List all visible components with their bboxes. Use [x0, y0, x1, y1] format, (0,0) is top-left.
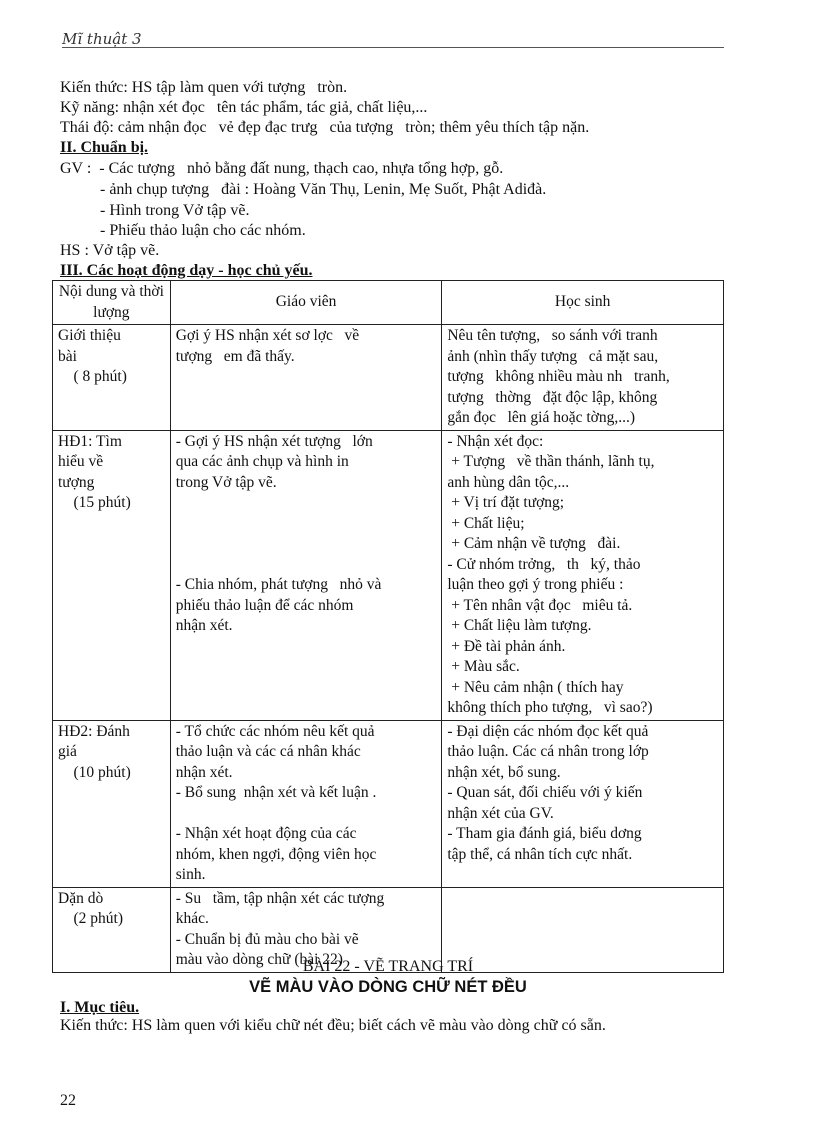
cell-text-line	[176, 555, 437, 576]
teacher-cell	[170, 720, 442, 887]
cell-text-line: tập thể, cá nhân tích cực nhất.	[447, 845, 633, 863]
cell-text-line	[176, 804, 437, 825]
table-header-row	[53, 281, 724, 325]
cell-text-line: tượng em đã thấy.	[175, 347, 295, 365]
cell-text-line: qua các ảnh chụp và hình in	[175, 453, 349, 470]
prep-line: - ảnh chụp tượng đài : Hoàng Văn Thụ, Lenin, Mẹ Suốt, Phật Adiđà.	[60, 181, 547, 198]
cell-text-line: nhận xét, bổ sung.	[447, 763, 561, 781]
cell-text-line: sinh.	[175, 866, 206, 883]
cell-text-line: Dặn dò	[58, 889, 104, 907]
lesson-name: VẼ MÀU VÀO DÒNG CHỮ NÉT ĐỀU	[249, 978, 527, 996]
content-time-cell	[53, 430, 171, 720]
cell-text-line	[176, 493, 437, 514]
prep-line: GV : - Các tượng nhỏ bằng đất nung, thạch cao, nhựa tổng hợp, gỗ.	[60, 160, 504, 177]
cell-text-line: thảo luận và các cá nhân khác	[175, 743, 361, 760]
cell-text-line: - Su tầm, tập nhận xét các tượng	[175, 889, 385, 907]
cell-text-line: - Chia nhóm, phát tượng nhỏ và	[175, 576, 382, 593]
cell-text-line: - Gợi ý HS nhận xét tượng lớn	[175, 432, 373, 450]
lesson-number: BÀI 22 - VẼ TRANG TRÍ	[302, 958, 474, 975]
table-row	[53, 430, 724, 720]
cell-text-line: giá	[58, 743, 77, 760]
cell-text-line: + Vị trí đặt tượng;	[447, 494, 565, 511]
section-prep-heading: II. Chuẩn bị.	[60, 139, 149, 156]
cell-text-line: gắn đọc lên giá hoặc tờng,...)	[447, 409, 636, 426]
cell-text-line: luận theo gợi ý trong phiếu :	[447, 576, 624, 593]
cell-text-line: nhóm, khen ngợi, động viên học	[175, 845, 377, 863]
cell-text-line: nhận xét.	[175, 763, 233, 781]
cell-text-line: - Bổ sung nhận xét và kết luận .	[175, 784, 377, 801]
objective-skill: Kỹ năng: nhận xét đọc tên tác phẩm, tác giả, chất liệu,...	[60, 99, 428, 116]
teacher-cell	[170, 325, 442, 431]
cell-text-line: bài	[58, 347, 77, 365]
cell-text-line: - Tổ chức các nhóm nêu kết quả	[175, 722, 375, 740]
lesson-objective-knowledge: Kiến thức: HS làm quen với kiểu chữ nét đều; biết cách vẽ màu vào dòng chữ có sẵn.	[60, 1017, 606, 1034]
cell-text-line: - Chuẩn bị đủ màu cho bài vẽ	[175, 930, 359, 948]
cell-text-line: thảo luận. Các cá nhân trong lớp	[447, 743, 649, 760]
cell-text-line: + Đề tài phản ánh.	[447, 637, 566, 655]
page-header-title: Mĩ thuật 3	[62, 30, 142, 48]
cell-text-line: (2 phút)	[58, 910, 124, 927]
cell-text-line: ảnh (nhìn thấy tượng cả mặt sau,	[447, 347, 659, 365]
teacher-cell	[170, 430, 442, 720]
cell-text-line: nhận xét của GV.	[447, 804, 554, 822]
prep-line: - Phiếu thảo luận cho các nhóm.	[60, 222, 306, 239]
section-activities-heading: III. Các hoạt động dạy - học chủ yếu.	[60, 262, 313, 279]
prep-line: HS : Vở tập vẽ.	[60, 242, 160, 259]
cell-text-line: + Chất liệu làm tượng.	[447, 617, 592, 634]
cell-text-line: (15 phút)	[58, 494, 131, 511]
cell-text-line: không thích pho tượng, vì sao?)	[447, 699, 653, 716]
lesson-objectives-heading: I. Mục tiêu.	[60, 999, 140, 1016]
cell-text-line: (10 phút)	[58, 763, 131, 781]
cell-text-line: - Nhận xét hoạt động của các	[175, 825, 357, 842]
cell-text-line	[176, 514, 437, 535]
header-content-time: Nội dung và thời lượng	[53, 281, 171, 325]
cell-text-line	[176, 534, 437, 555]
cell-text-line	[447, 889, 718, 910]
cell-text-line: khác.	[175, 910, 209, 927]
content-time-cell	[53, 325, 171, 431]
cell-text-line: anh hùng dân tộc,...	[447, 473, 570, 491]
cell-text-line: + Nêu cảm nhận ( thích hay	[447, 678, 624, 696]
cell-text-line: trong Vở tập vẽ.	[175, 473, 277, 491]
prep-line: - Hình trong Vở tập vẽ.	[60, 202, 250, 219]
student-cell	[442, 325, 724, 431]
cell-text-line: - Nhận xét đọc:	[447, 432, 544, 450]
cell-text-line: - Tham gia đánh giá, biểu dơng	[447, 825, 642, 842]
table-row	[53, 325, 724, 431]
cell-text-line: + Chất liệu;	[447, 514, 525, 532]
cell-text-line: Gợi ý HS nhận xét sơ lợc về	[175, 327, 360, 344]
header-rule	[62, 47, 724, 48]
content-time-cell	[53, 720, 171, 887]
cell-text-line: Giới thiệu	[58, 327, 121, 344]
cell-text-line: tượng	[58, 473, 95, 491]
cell-text-line: - Cử nhóm trởng, th ký, thảo	[447, 555, 641, 573]
cell-text-line: - Quan sát, đối chiếu với ý kiến	[447, 784, 643, 801]
student-cell	[442, 430, 724, 720]
cell-text-line: hiểu về	[58, 453, 104, 470]
cell-text-line: phiếu thảo luận để các nhóm	[175, 596, 354, 614]
cell-text-line: tượng không nhiều màu nh tranh,	[447, 368, 670, 385]
lesson-plan-table	[52, 280, 724, 973]
table-row	[53, 720, 724, 887]
cell-text-line: - Đại diện các nhóm đọc kết quả	[447, 722, 649, 740]
page-number: 22	[60, 1092, 76, 1109]
header-teacher: Giáo viên	[170, 281, 442, 325]
cell-text-line: HĐ2: Đánh	[58, 722, 130, 740]
objective-knowledge: Kiến thức: HS tập làm quen với tượng tròn.	[60, 79, 348, 96]
cell-text-line: HĐ1: Tìm	[58, 432, 122, 450]
cell-text-line: Nêu tên tượng, so sánh với tranh	[447, 327, 658, 344]
cell-text-line: + Màu sắc.	[447, 658, 520, 675]
cell-text-line: màu vào dòng chữ (bài 22)	[175, 951, 343, 968]
cell-text-line: + Tên nhân vật đọc miêu tả.	[447, 596, 633, 614]
student-cell	[442, 720, 724, 887]
cell-text-line: tượng thờng đặt độc lập, không	[447, 388, 658, 406]
cell-text-line: + Tượng về thần thánh, lãnh tụ,	[447, 453, 655, 470]
objective-attitude: Thái độ: cảm nhận đọc vẻ đẹp đạc trưg của tượng tròn; thêm yêu thích tập nặn.	[60, 119, 590, 136]
cell-text-line: nhận xét.	[175, 617, 233, 634]
cell-text-line: + Cảm nhận về tượng đài.	[447, 535, 621, 552]
cell-text-line: ( 8 phút)	[58, 368, 127, 385]
header-student: Học sinh	[442, 281, 724, 325]
